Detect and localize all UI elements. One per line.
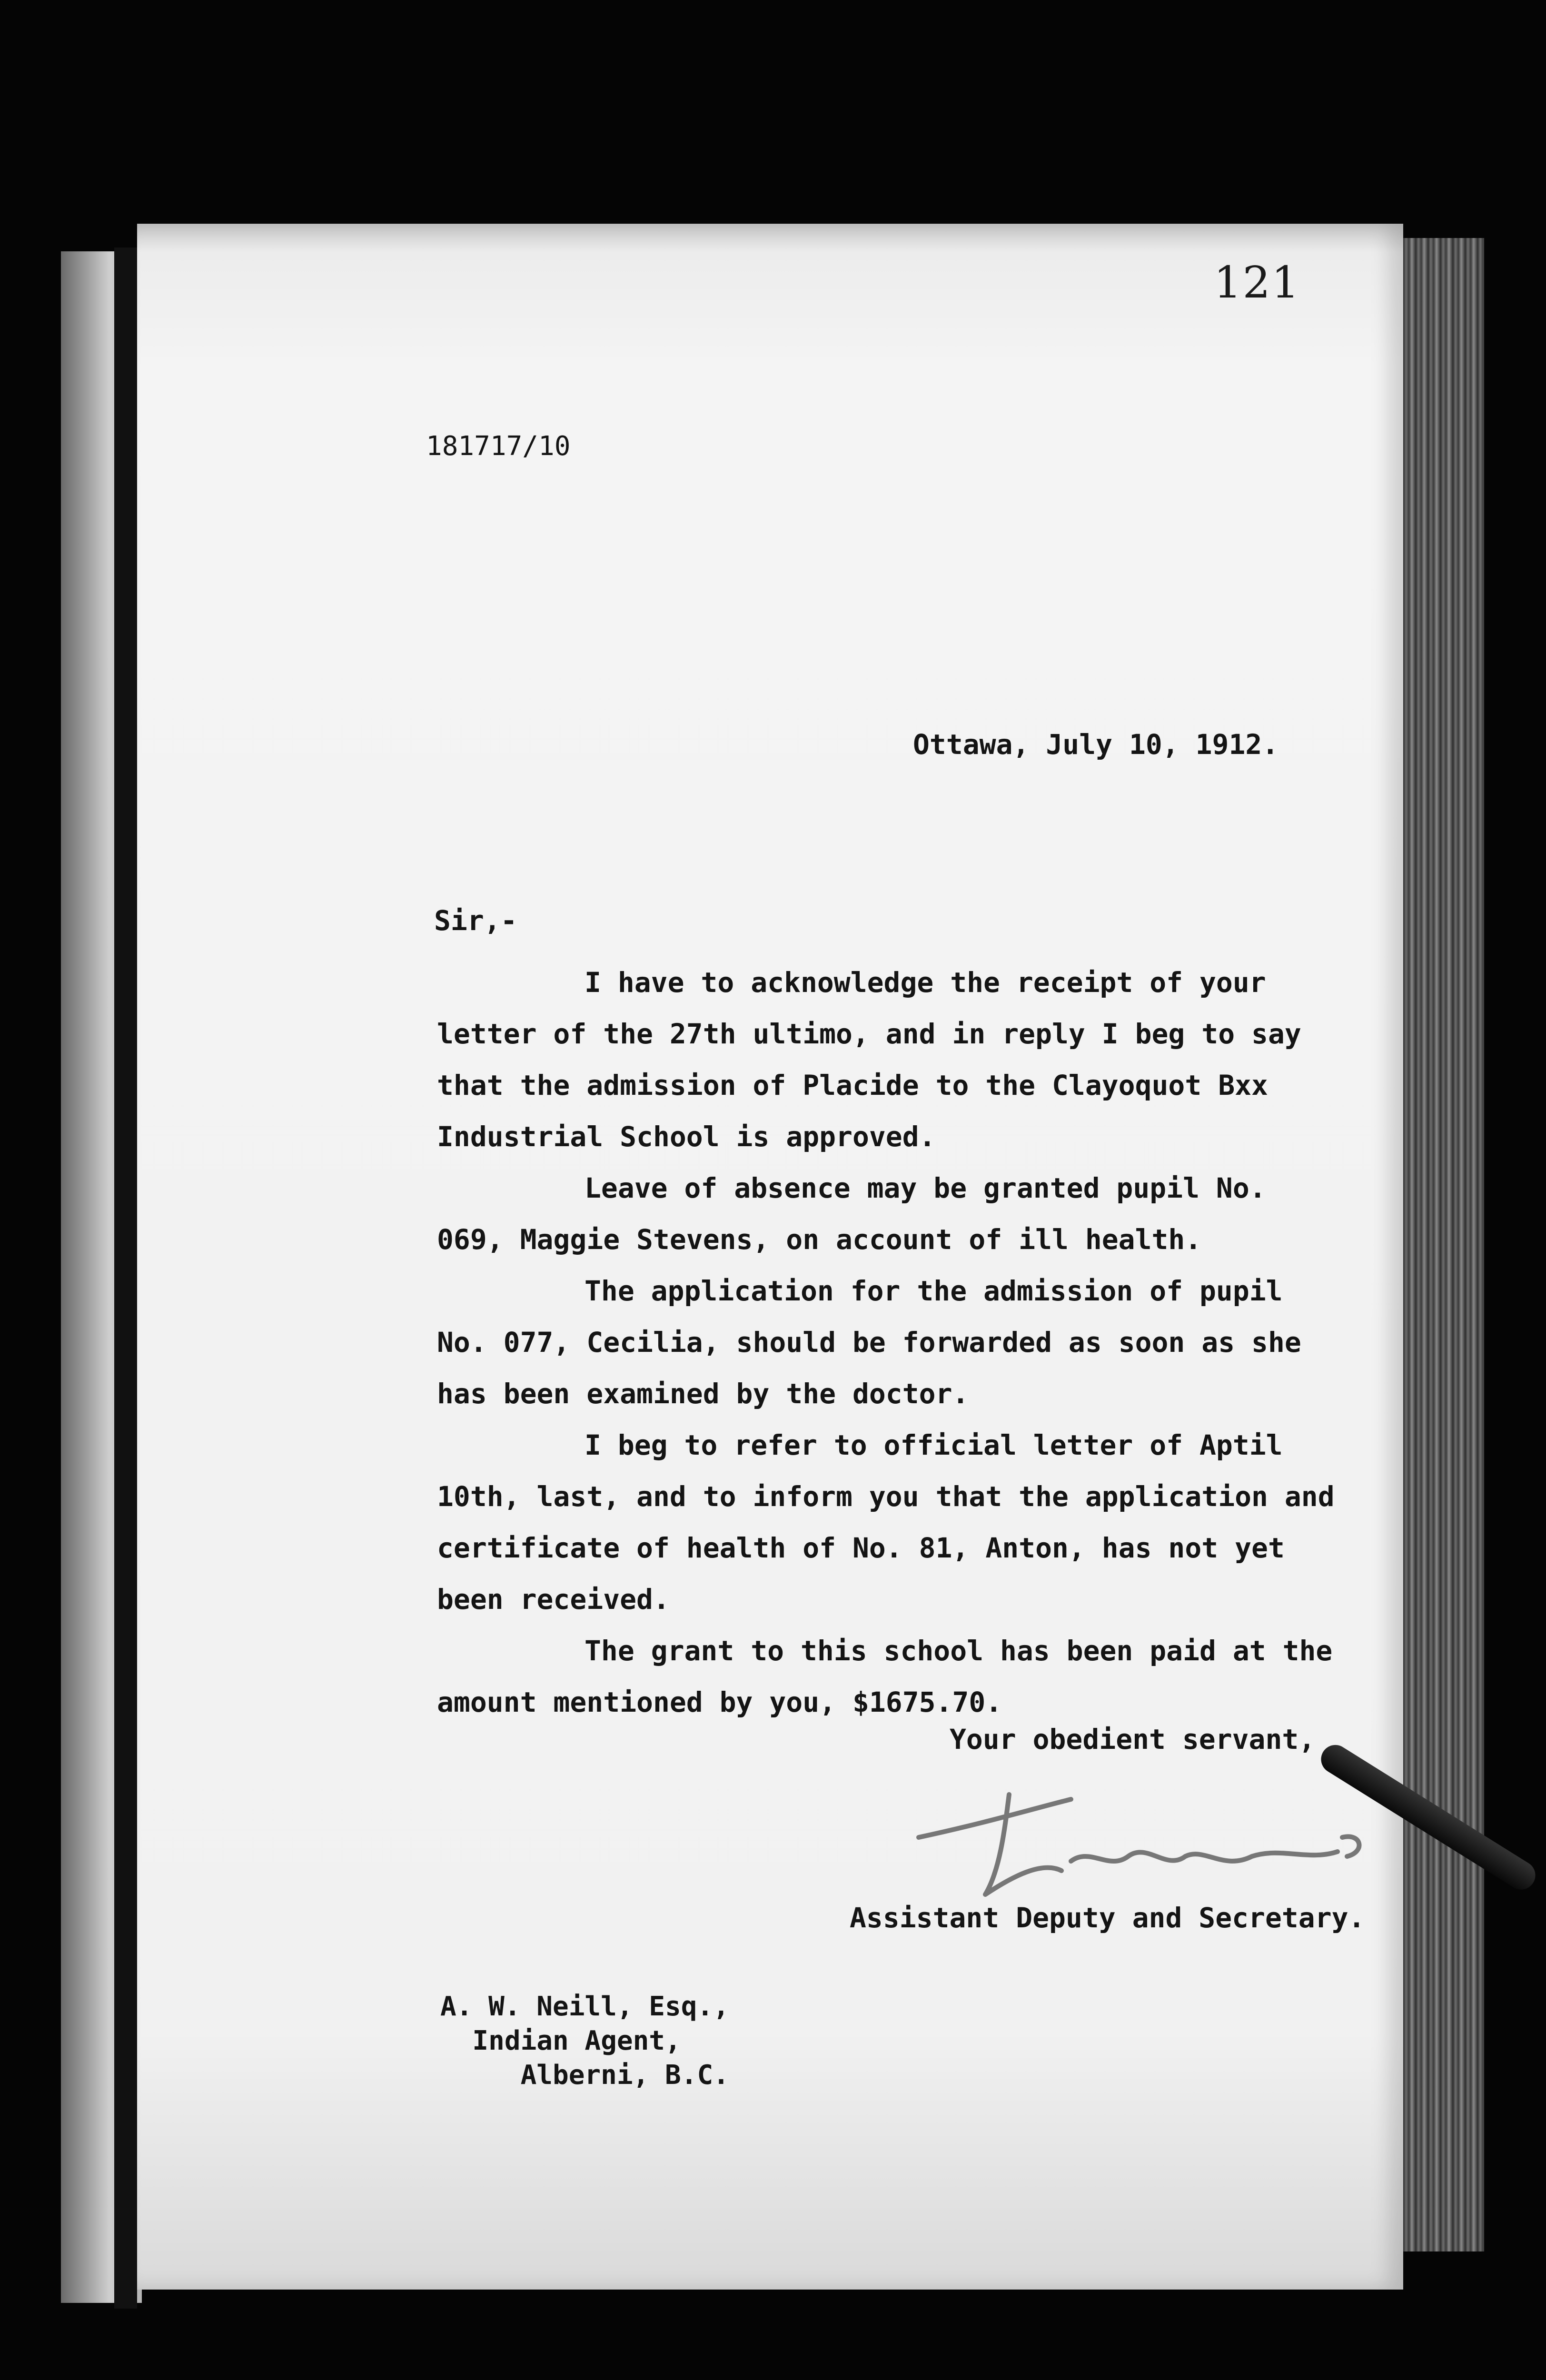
paragraph: The grant to this school has been paid at the amount mentioned by you, $1675.70. [437,1635,1333,1718]
addressee-name: A. W. Neill, Esq., [440,1991,729,2022]
paragraph: I beg to refer to official letter of Aptil 10th, last, and to inform you that the application and certificate of health of No. 81, Anton, has not yet been received. [437,1429,1335,1616]
addressee-location: Alberni, B.C. [440,2060,729,2091]
paragraph: I have to acknowledge the receipt of your letter of the 27th ultimo, and in reply I beg to say that the admission of Placide to the Clayoquot Bxx Industrial School is approved. [437,966,1301,1153]
addressee-title: Indian Agent, [440,2025,681,2056]
addressee-block [440,1990,729,2092]
left-page-gutter [114,248,137,2309]
letter-date: Ottawa, July 10, 1912. [913,728,1279,761]
paragraph: Leave of absence may be granted pupil No. 069, Maggie Stevens, on account of ill health. [437,1172,1266,1256]
closing: Your obedient servant, [950,1723,1316,1755]
file-number: 181717/10 [426,431,571,462]
letter-body [437,957,1341,1728]
salutation: Sir,- [434,904,517,937]
binding-edge [1403,238,1484,2251]
paragraph: The application for the admission of pupil No. 077, Cecilia, should be forwarded as soon as she has been examined by the doctor. [437,1275,1301,1410]
handwritten-signature [890,1780,1414,1904]
page-number: 121 [1214,257,1300,308]
signature-title: Assistant Deputy and Secretary. [850,1902,1365,1934]
